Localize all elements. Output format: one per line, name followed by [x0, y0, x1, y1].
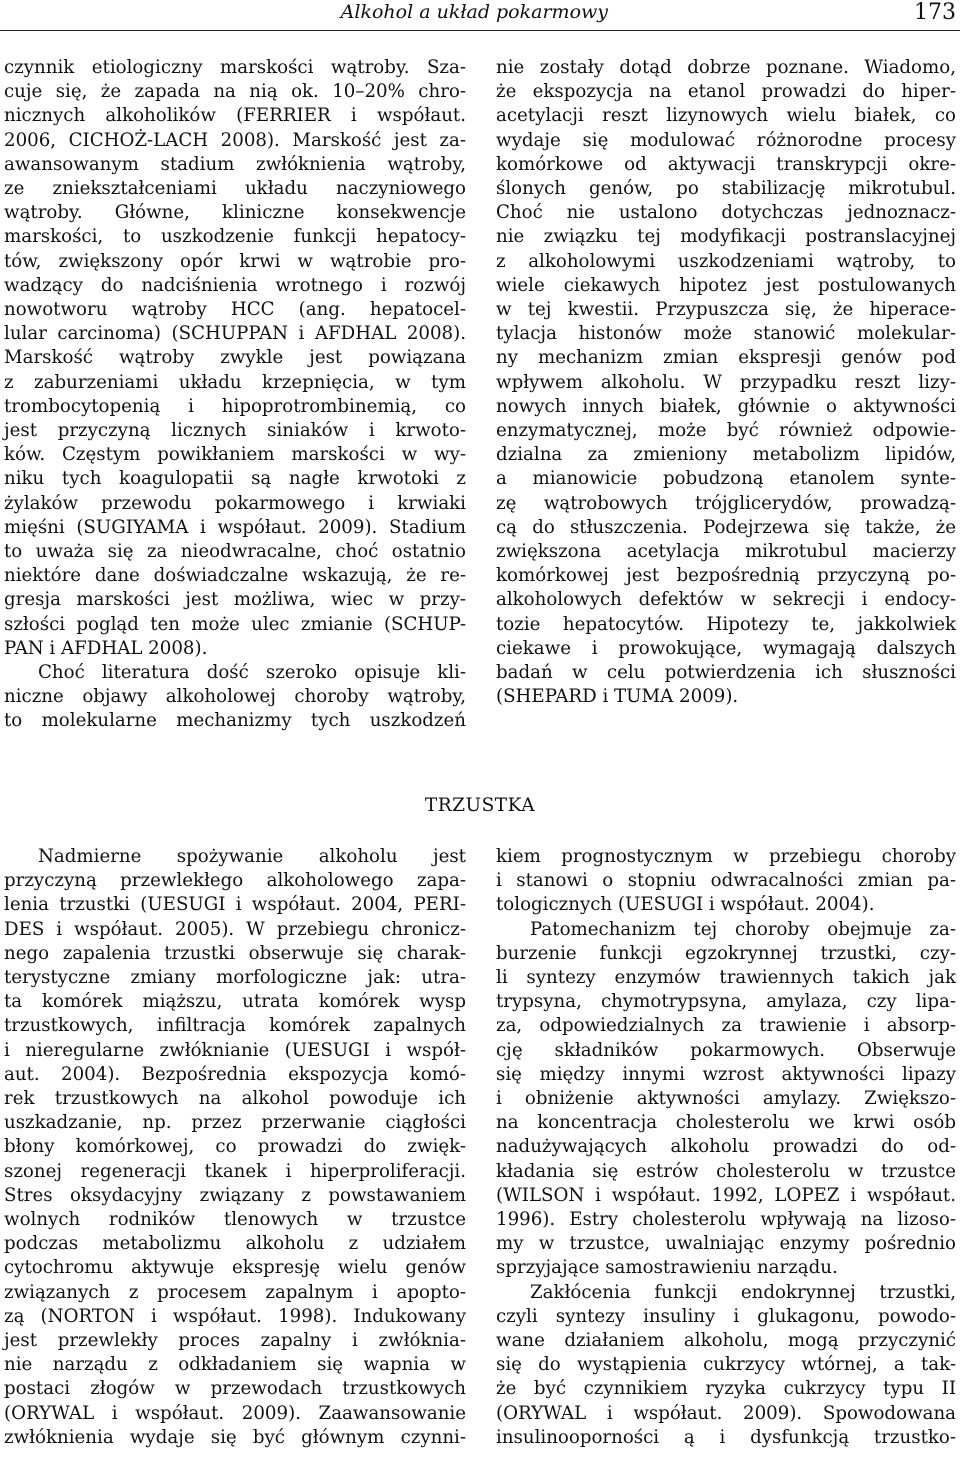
text-line: awansowanym stadium zwłóknienia wątroby, [4, 153, 466, 175]
text-line: trombocytopenią i hipoprotrombinemią, co [4, 395, 466, 417]
text-line: uszkadzanie, np. przez przerwanie ciągłości [4, 1112, 466, 1134]
text-line: zwłóknienia wydaje się być głównym czynni- [4, 1426, 466, 1448]
column-top-left [4, 56, 466, 734]
text-line: zę wątrobowych trójglicerydów, prowadzą- [496, 492, 956, 514]
text-line: cuje się, że zapada na nią ok. 10–20% chro- [4, 81, 466, 103]
text-line: (ORYWAL i współaut. 2009). Zaawansowanie [4, 1402, 466, 1424]
text-line: ciekawe i prowokujące, wymagają dalszych [496, 637, 956, 659]
text-line: to uważa się za nieodwracalne, choć ostatnio [4, 541, 466, 563]
text-line: nowych innych białek, głównie o aktywności [496, 395, 956, 417]
text-line: (WILSON i współaut. 1992, LOPEZ i współaut. [496, 1184, 956, 1206]
text-line: PAN i AFDHAL 2008). [4, 637, 208, 659]
column-bottom-left [4, 845, 466, 1450]
text-line: jest przyczyną licznych siniaków i krwoto- [4, 420, 466, 442]
text-line: trypsyna, chymotrypsyna, amylaza, czy lipa- [496, 991, 956, 1013]
section-heading: TRZUSTKA [424, 795, 536, 816]
text-line: przyczyną przewlekłego alkoholowego zapa- [4, 870, 466, 892]
text-line: nadużywających alkoholu prowadzi do od- [496, 1136, 956, 1158]
text-line: podczas metabolizmu alkoholu z udziałem [4, 1233, 466, 1255]
text-line: się między innymi wzrost aktywności lipazy [496, 1063, 956, 1085]
text-line: błony komórkowej, co prowadzi do zwięk- [4, 1136, 466, 1158]
text-line: 1996). Estry cholesterolu wpływają na lizoso- [496, 1209, 956, 1231]
text-line: DES i współaut. 2005). W przebiegu chronicz- [4, 918, 466, 940]
text-line: lular carcinoma) (SCHUPPAN i AFDHAL 2008). [4, 323, 466, 345]
text-line: wpływem alkoholu. W przypadku reszt lizy- [496, 371, 956, 393]
text-line: wadzący do nadciśnienia wrotnego i rozwój [4, 274, 466, 296]
text-line: wane działaniem alkoholu, mogą przyczynić [496, 1330, 956, 1352]
text-line: komórkowe od aktywacji transkrypcji okre- [496, 153, 956, 175]
text-line: niektóre dane doświadczalne wskazują, że re- [4, 565, 466, 587]
text-line: tologicznych (UESUGI i współaut. 2004). [496, 894, 875, 916]
text-line: zą (NORTON i współaut. 1998). Indukowany [4, 1305, 466, 1327]
text-line: lenia trzustki (UESUGI i współaut. 2004, PERI- [4, 894, 466, 916]
text-line: z zaburzeniami układu krzepnięcia, w tym [4, 371, 466, 393]
text-line: szonej regeneracji tkanek i hiperproliferacji. [4, 1160, 466, 1182]
text-line: kiem prognostycznym w przebiegu choroby [496, 846, 956, 867]
text-line: w tej kwestii. Przypuszcza się, że hiperace- [496, 299, 956, 321]
text-line: gresja marskości jest możliwa, wiec w przy- [4, 589, 466, 611]
text-line: badań w celu potwierdzenia ich słuszności [496, 662, 956, 684]
text-line: (ORYWAL i współaut. 2009). Spowodowana [496, 1402, 956, 1424]
text-line: nowotworu wątroby HCC (ang. hepatocel- [4, 299, 466, 321]
running-title: Alkohol a układ pokarmowy [340, 1, 608, 23]
text-line: za, odpowiedzialnych za trawienie i absorp- [496, 1015, 956, 1037]
text-line: niczne objawy alkoholowej choroby wątroby, [4, 686, 466, 708]
text-line: jest przewlekły proces zapalny i zwłóknia- [4, 1330, 466, 1352]
text-line: nego zapalenia trzustki obserwuje się charak- [4, 942, 466, 964]
text-line: ze zniekształceniami układu naczyniowego [4, 178, 466, 200]
text-line: acetylacji reszt lizynowych wielu białek, co [496, 105, 956, 127]
text-line: insulinooporności ą i dysfunkcją trzustko- [496, 1426, 956, 1448]
text-line: my w trzustce, uwalniając enzymy pośrednio [496, 1233, 956, 1255]
text-line: ny mechanizm zmian ekspresji genów pod [496, 347, 956, 369]
text-line: Choć nie ustalono dotychczas jednoznacz- [496, 202, 956, 224]
text-line: ków. Częstym powikłaniem marskości w wy- [4, 444, 466, 466]
page-header [0, 0, 960, 36]
text-line: czyli syntezy insuliny i glukagonu, powodo- [496, 1305, 956, 1327]
text-line: Zakłócenia funkcji endokrynnej trzustki, [530, 1281, 956, 1303]
column-bottom-right [496, 845, 956, 1450]
text-line: nicznych alkoholików (FERRIER i współaut. [4, 105, 466, 127]
text-line: cję składników pokarmowych. Obserwuje [496, 1039, 956, 1061]
text-line: wątroby. Główne, kliniczne konsekwencje [4, 202, 466, 224]
text-line: Choć literatura dość szeroko opisuje kli- [38, 662, 466, 684]
text-line: komórkowej jest bezpośrednią przyczyną po- [496, 565, 956, 587]
text-line: nie związku tej modyfikacji postranslacyjnej [496, 226, 956, 248]
text-line: (SHEPARD i TUMA 2009). [496, 686, 739, 708]
text-line: zwiększona acetylacja mikrotubul macierzy [496, 541, 956, 563]
text-line: rek trzustkowych na alkohol powoduje ich [4, 1088, 466, 1110]
page-number: 173 [914, 0, 956, 25]
text-line: na koncentracja cholesterolu we krwi osób [496, 1112, 956, 1134]
text-line: cytochromu aktywuje ekspresję wielu genów [4, 1257, 466, 1279]
text-line: i nieregularne zwłóknianie (UESUGI i współ- [4, 1039, 466, 1061]
text-line: tozie hepatocytów. Hipotezy te, jakkolwiek [496, 613, 956, 635]
text-line: z alkoholowymi uszkodzeniami wątroby, to [496, 250, 956, 272]
text-line: Marskość wątroby zwykle jest powiązana [4, 347, 466, 369]
text-line: Stres oksydacyjny związany z powstawaniem [4, 1184, 466, 1206]
text-line: się do wystąpienia cukrzycy wtórnej, a tak- [496, 1354, 956, 1376]
text-line: ta komórek miąższu, utrata komórek wysp [4, 991, 466, 1013]
text-line: wolnych rodników tlenowych w trzustce [4, 1209, 466, 1231]
text-line: że być czynnikiem ryzyka cukrzycy typu II [496, 1378, 956, 1400]
text-line: 2006, CICHOŻ-LACH 2008). Marskość jest za- [4, 129, 466, 151]
text-line: dzialna za zmieniony metabolizm lipidów, [496, 444, 956, 466]
text-line: alkoholowych defektów w sekrecji i endocy- [496, 589, 956, 611]
text-line: żylaków przewodu pokarmowego i krwiaki [4, 492, 466, 514]
text-line: wiele ciekawych hipotez jest postulowanych [496, 274, 956, 296]
text-line: nie zostały dotąd dobrze poznane. Wiadomo, [496, 57, 956, 78]
text-line: tylacja histonów może stanowić molekular- [496, 323, 956, 345]
text-line: sprzyjające samostrawieniu narządu. [496, 1257, 838, 1279]
header-rule [0, 30, 960, 31]
text-line: a mianowicie pobudzoną etanolem synte- [496, 468, 956, 490]
text-line: związanych z procesem zapalnym i apopto- [4, 1281, 466, 1303]
text-line: ślonych genów, po stabilizację mikrotubul. [496, 178, 956, 200]
text-line: mięśni (SUGIYAMA i współaut. 2009). Stadium [4, 516, 466, 538]
text-line: niku tych koagulopatii są nagłe krwotoki z [4, 468, 466, 490]
text-line: czynnik etiologiczny marskości wątroby. Sza- [4, 57, 466, 78]
text-line: terystyczne zmiany morfologiczne jak: utra- [4, 967, 466, 989]
text-line: aut. 2004). Bezpośrednia ekspozycja komó- [4, 1063, 466, 1085]
text-line: trzustkowych, infiltracja komórek zapalnych [4, 1015, 466, 1037]
text-line: enzymatycznej, może być również odpowie- [496, 420, 956, 442]
text-line: szłości pogląd ten może ulec zmianie (SCHUP- [4, 613, 466, 635]
text-line: kładania się estrów cholesterolu w trzustce [496, 1160, 956, 1182]
text-line: że ekspozycja na etanol prowadzi do hiper- [496, 81, 956, 103]
text-line: wydaje się modulować różnorodne procesy [496, 129, 956, 151]
text-line: i obniżenie aktywności amylazy. Zwiększo- [496, 1088, 956, 1110]
text-line: i stanowi o stopniu odwracalności zmian pa- [496, 870, 956, 892]
text-line: tów, zwiększony opór krwi w wątrobie pro- [4, 250, 466, 272]
text-line: marskości, to uszkodzenie funkcji hepatocy- [4, 226, 466, 248]
text-line: to molekularne mechanizmy tych uszkodzeń [4, 710, 466, 732]
text-line: Patomechanizm tej choroby obejmuje za- [530, 918, 956, 940]
text-line: cą do stłuszczenia. Podejrzewa się także, że [496, 516, 956, 538]
text-line: burzenie funkcji egzokrynnej trzustki, czy- [496, 942, 956, 964]
text-line: li syntezy enzymów trawiennych takich jak [496, 967, 956, 989]
text-line: postaci złogów w przewodach trzustkowych [4, 1378, 466, 1400]
column-top-right [496, 56, 956, 709]
text-line: nie narządu z odkładaniem się wapnia w [4, 1354, 466, 1376]
text-line: Nadmierne spożywanie alkoholu jest [38, 846, 466, 867]
